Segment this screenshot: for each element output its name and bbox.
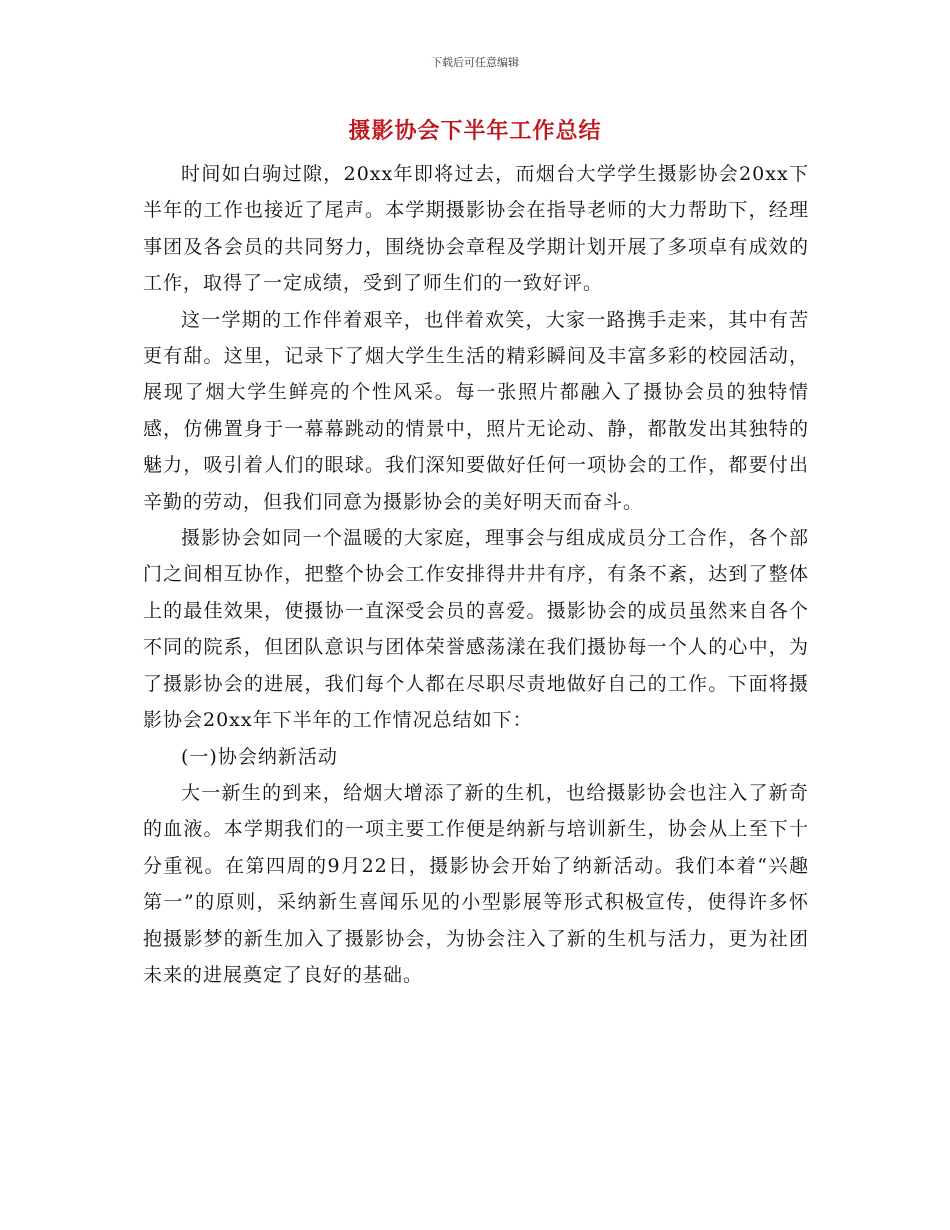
document-body (143, 156, 809, 993)
paragraph-teamwork: 摄影协会如同一个温暖的大家庭，理事会与组成成员分工合作，各个部门之间相互协作，把整个协会工作安排得井井有序，有条不紊，达到了整体上的最佳效果，使摄协一直深受会员的喜爱。摄影协会的成员虽然来自各个不同的院系，但团队意识与团体荣誉感荡漾在我们摄协每一个人的心中，为了摄影协会的进展，我们每个人都在尽职尽责地做好自己的工作。下面将摄影协会20xx年下半年的工作情况总结如下： (143, 527, 809, 732)
document-title: 摄影协会下半年工作总结 (348, 119, 602, 144)
header-note: 下载后可任意编辑 (431, 56, 519, 69)
paragraph-hardship: 这一学期的工作伴着艰辛，也伴着欢笑，大家一路携手走来，其中有苦更有甜。这里，记录下了烟大学生生活的精彩瞬间及丰富多彩的校园活动，展现了烟大学生鲜亮的个性风采。每一张照片都融入了摄协会员的独特情感，仿佛置身于一幕幕跳动的情景中，照片无论动、静，都散发出其独特的魅力，吸引着人们的眼球。我们深知要做好任何一项协会的工作，都要付出辛勤的劳动，但我们同意为摄影协会的美好明天而奋斗。 (143, 308, 809, 513)
paragraph-recruitment: 大一新生的到来，给烟大增添了新的生机，也给摄影协会也注入了新奇的血液。本学期我们的一项主要工作便是纳新与培训新生，协会从上至下十分重视。在第四周的9月22日，摄影协会开始了纳新活动。我们本着“兴趣第一”的原则，采纳新生喜闻乐见的小型影展等形式积极宣传，使得许多怀抱摄影梦的新生加入了摄影协会，为协会注入了新的生机与活力，更为社团未来的进展奠定了良好的基础。 (143, 781, 809, 986)
paragraph-intro: 时间如白驹过隙，20xx年即将过去，而烟台大学学生摄影协会20xx下半年的工作也接近了尾声。本学期摄影协会在指导老师的大力帮助下，经理事团及各会员的共同努力，围绕协会章程及学期计划开展了多项卓有成效的工作，取得了一定成绩，受到了师生们的一致好评。 (143, 163, 809, 295)
section-heading-recruitment: (一)协会纳新活动 (181, 745, 338, 768)
